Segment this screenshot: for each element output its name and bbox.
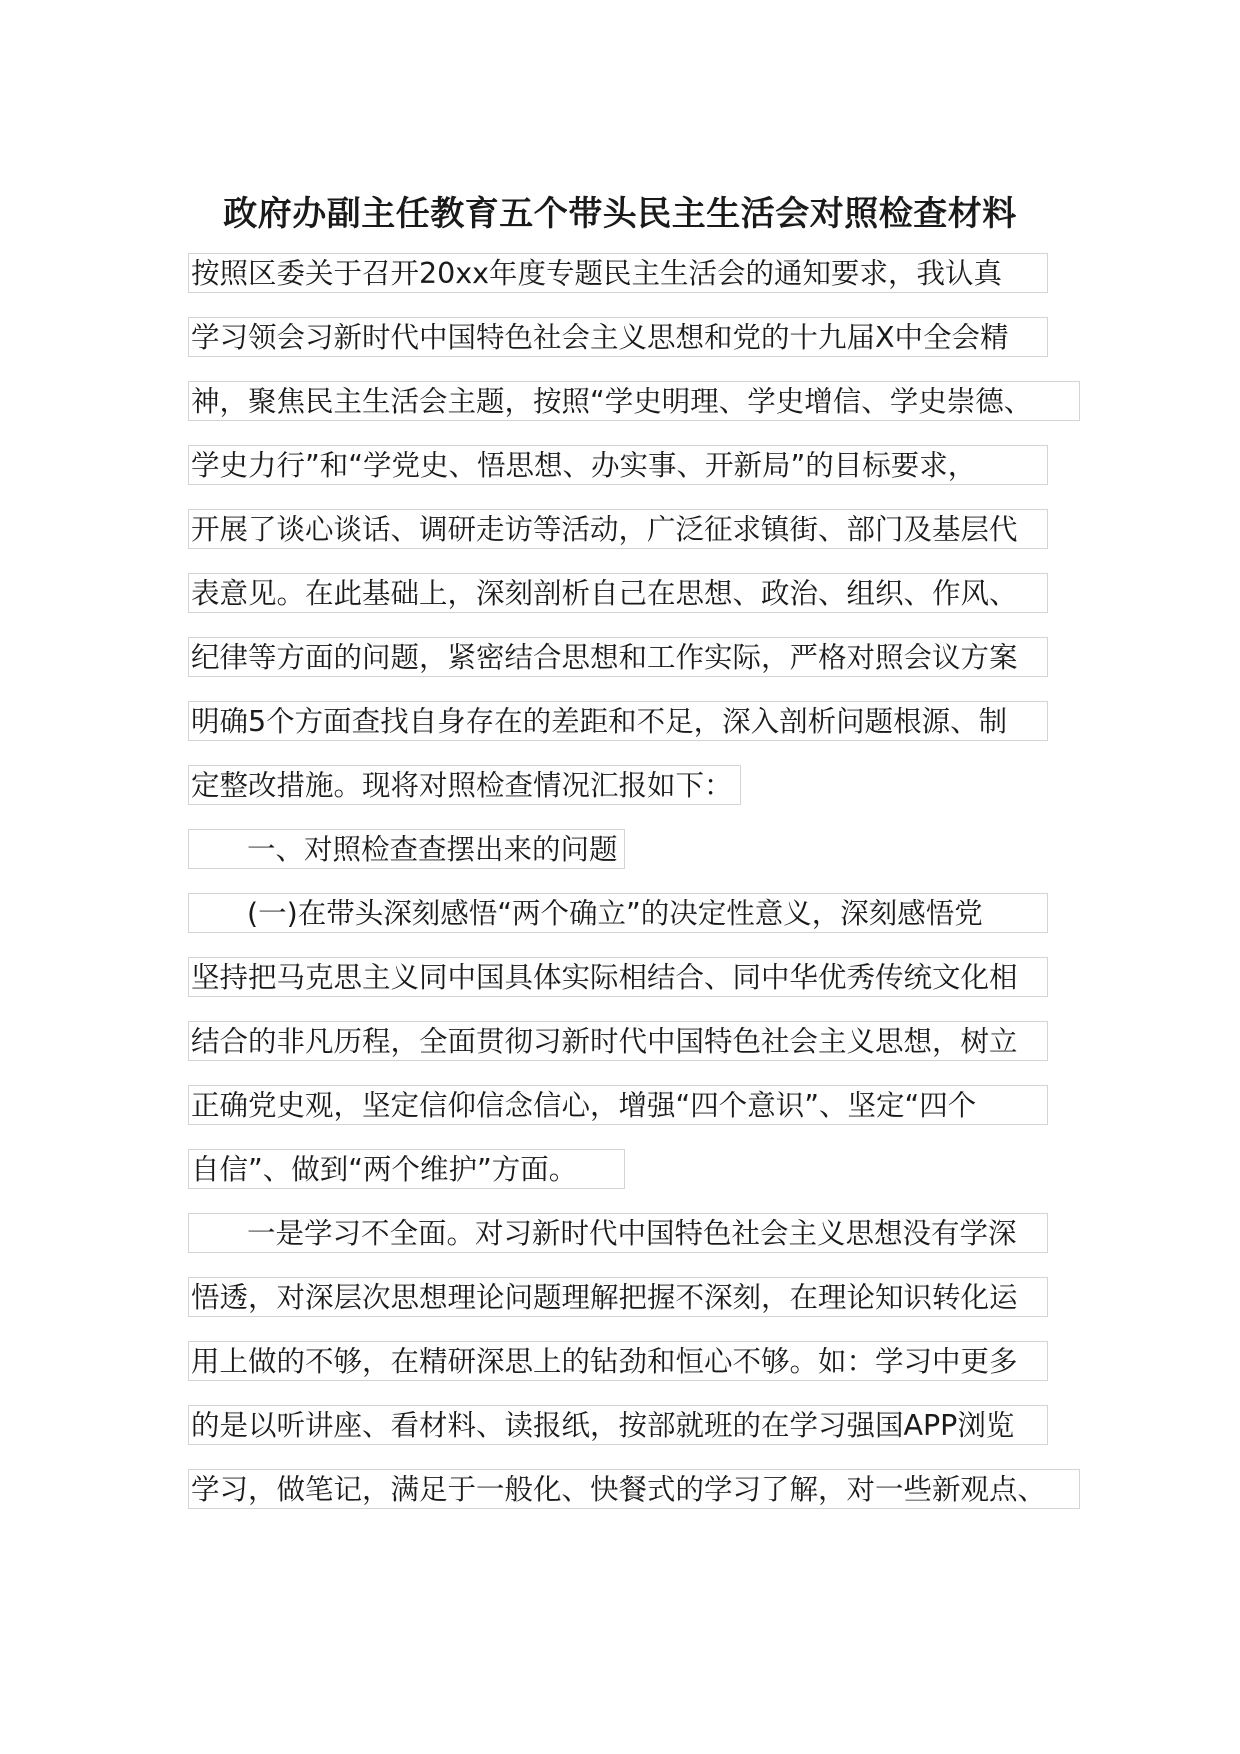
body-line: 定整改措施。现将对照检查情况汇报如下：	[188, 765, 741, 805]
body-line: 正确党史观，坚定信仰信念信心，增强“四个意识”、坚定“四个	[188, 1085, 1048, 1125]
body-line: 学习领会习新时代中国特色社会主义思想和党的十九届X中全会精	[188, 317, 1048, 357]
body-line: 神，聚焦民主生活会主题，按照“学史明理、学史增信、学史崇德、	[188, 381, 1080, 421]
body-line: 自信”、做到“两个维护”方面。	[188, 1149, 625, 1189]
body-line: 用上做的不够，在精研深思上的钻劲和恒心不够。如：学习中更多	[188, 1341, 1048, 1381]
body-line: 学史力行”和“学党史、悟思想、办实事、开新局”的目标要求，	[188, 445, 1048, 485]
section-heading: 一、对照检查查摆出来的问题	[188, 829, 625, 869]
body-line: 一是学习不全面。对习新时代中国特色社会主义思想没有学深	[188, 1213, 1048, 1253]
body-line: 学习，做笔记，满足于一般化、快餐式的学习了解，对一些新观点、	[188, 1469, 1080, 1509]
subsection-heading: (一)在带头深刻感悟“两个确立”的决定性意义，深刻感悟党	[188, 893, 1048, 933]
body-line: 表意见。在此基础上，深刻剖析自己在思想、政治、组织、作风、	[188, 573, 1048, 613]
body-line: 明确5个方面查找自身存在的差距和不足，深入剖析问题根源、制	[188, 701, 1048, 741]
body-line: 坚持把马克思主义同中国具体实际相结合、同中华优秀传统文化相	[188, 957, 1048, 997]
body-line: 结合的非凡历程，全面贯彻习新时代中国特色社会主义思想，树立	[188, 1021, 1048, 1061]
body-line: 悟透，对深层次思想理论问题理解把握不深刻，在理论知识转化运	[188, 1277, 1048, 1317]
body-line: 开展了谈心谈话、调研走访等活动，广泛征求镇街、部门及基层代	[188, 509, 1048, 549]
body-line: 按照区委关于召开20xx年度专题民主生活会的通知要求，我认真	[188, 253, 1048, 293]
document-title: 政府办副主任教育五个带头民主生活会对照检查材料	[223, 194, 1017, 234]
body-line: 纪律等方面的问题，紧密结合思想和工作实际，严格对照会议方案	[188, 637, 1048, 677]
body-line: 的是以听讲座、看材料、读报纸，按部就班的在学习强国APP浏览	[188, 1405, 1048, 1445]
